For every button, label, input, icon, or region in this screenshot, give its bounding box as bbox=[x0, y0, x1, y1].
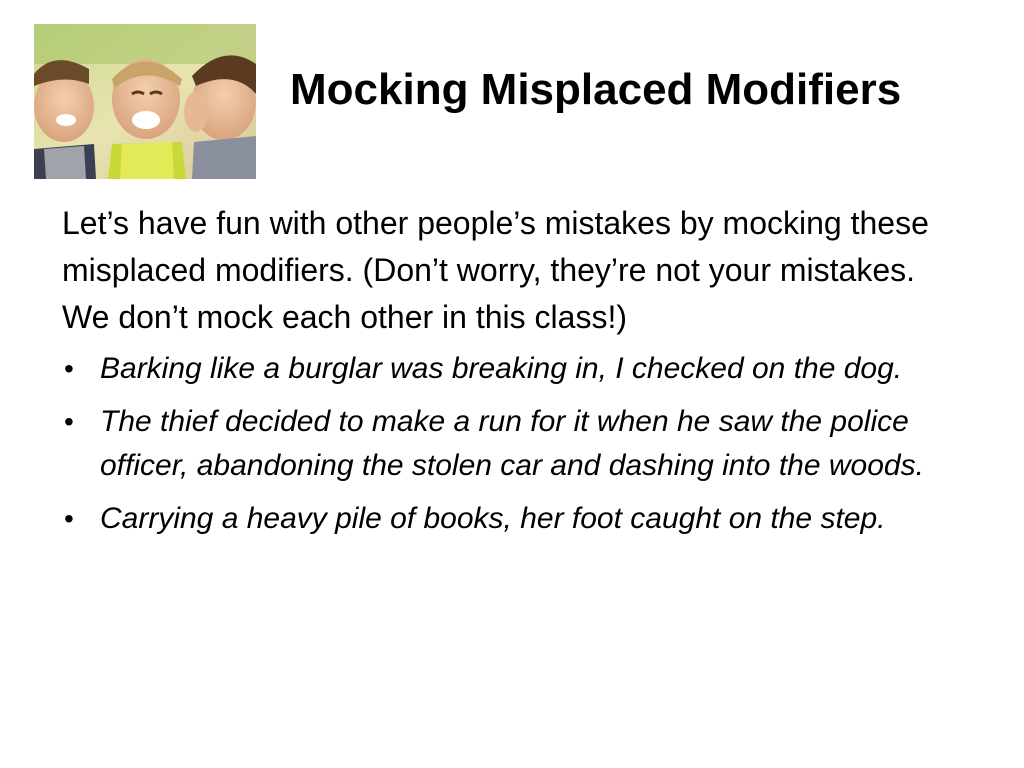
list-item bbox=[62, 497, 992, 541]
laughing-boys-photo bbox=[34, 24, 256, 179]
bullet-icon: • bbox=[64, 503, 74, 534]
intro-paragraph: Let’s have fun with other people’s mistakes by mocking these misplaced modifiers. (Don’t worry, they’re not your mistakes. We don’t mock each other in this class!) bbox=[62, 205, 929, 335]
list-item bbox=[62, 400, 992, 488]
slide-body bbox=[62, 200, 992, 550]
list-item-text: Barking like a burglar was breaking in, I checked on the dog. bbox=[100, 352, 903, 385]
example-list bbox=[62, 347, 992, 541]
bullet-icon: • bbox=[64, 406, 74, 437]
list-item-text: The thief decided to make a run for it when he saw the police officer, abandoning the stolen car and dashing into the woods. bbox=[100, 405, 924, 482]
list-item-text: Carrying a heavy pile of books, her foot caught on the step. bbox=[100, 502, 886, 535]
slide-title: Mocking Misplaced Modifiers bbox=[290, 65, 902, 114]
bullet-icon: • bbox=[64, 353, 74, 384]
list-item bbox=[62, 347, 992, 391]
